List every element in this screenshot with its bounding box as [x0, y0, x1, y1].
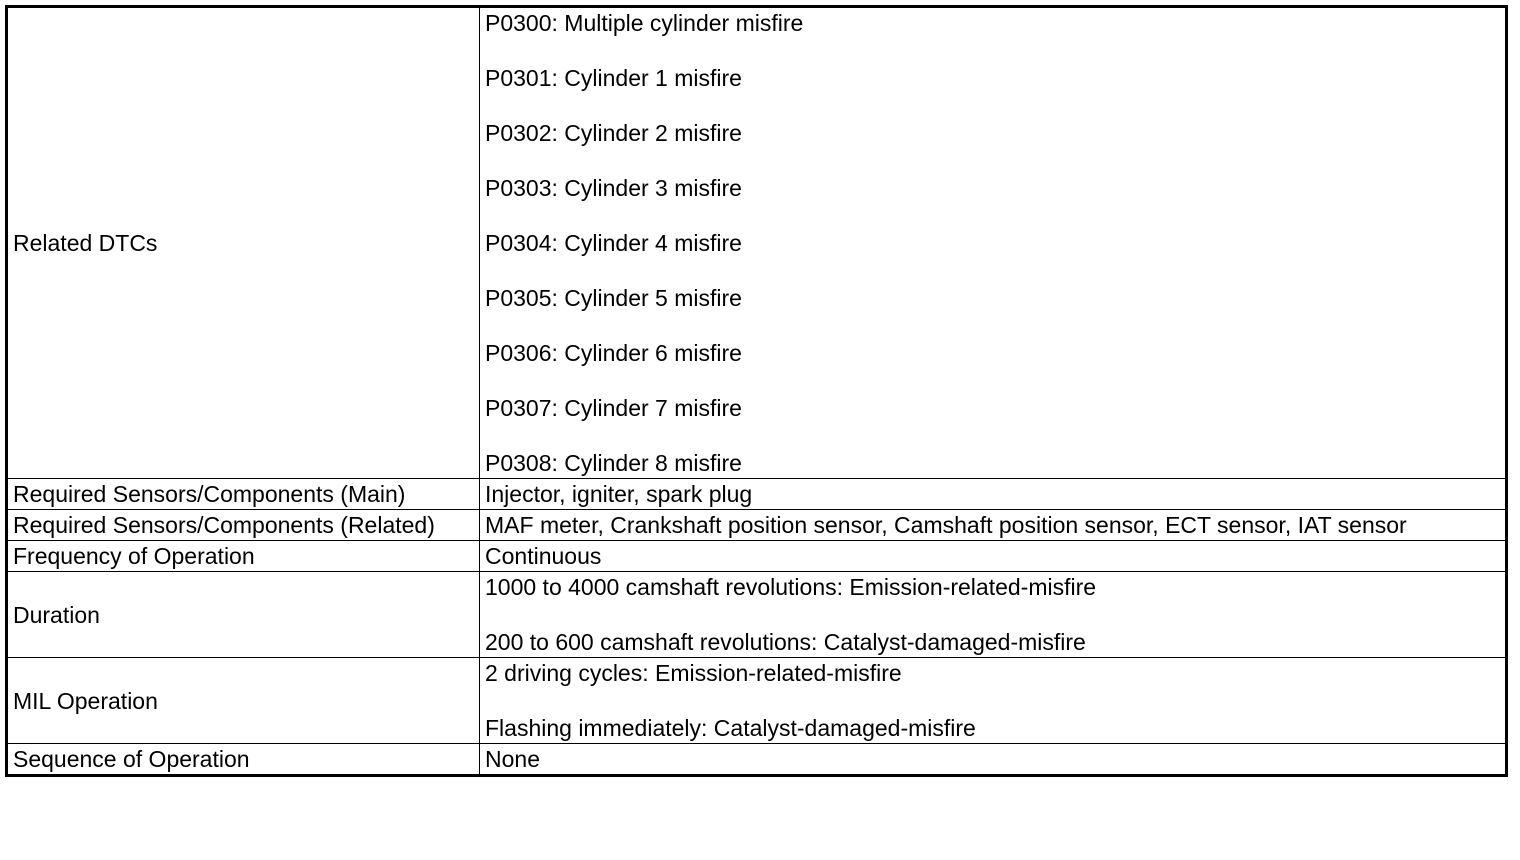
- row-mil-operation: [7, 658, 1507, 744]
- dtc-entry: P0301: Cylinder 1 misfire: [485, 65, 742, 91]
- row-value-list: [480, 7, 1507, 479]
- dtc-entry: P0304: Cylinder 4 misfire: [485, 230, 742, 256]
- duration-entry: 200 to 600 camshaft revolutions: Catalyst-damaged-misfire: [485, 629, 1086, 655]
- row-frequency: [7, 541, 1507, 572]
- row-label: Required Sensors/Components (Main): [7, 479, 480, 510]
- mil-entry: Flashing immediately: Catalyst-damaged-misfire: [485, 715, 976, 741]
- row-value-list: [480, 572, 1507, 658]
- row-required-related: [7, 510, 1507, 541]
- row-label: Duration: [7, 572, 480, 658]
- dtc-entry: P0300: Multiple cylinder misfire: [485, 10, 804, 36]
- dtc-entry: P0306: Cylinder 6 misfire: [485, 340, 742, 366]
- dtc-entry: P0303: Cylinder 3 misfire: [485, 175, 742, 201]
- row-value: Injector, igniter, spark plug: [480, 479, 1507, 510]
- row-value: None: [480, 744, 1507, 776]
- dtc-entry: P0302: Cylinder 2 misfire: [485, 120, 742, 146]
- dtc-entry: P0305: Cylinder 5 misfire: [485, 285, 742, 311]
- spec-table-body: [7, 7, 1507, 776]
- row-duration: [7, 572, 1507, 658]
- dtc-entry: P0308: Cylinder 8 misfire: [485, 450, 742, 476]
- row-label: MIL Operation: [7, 658, 480, 744]
- duration-entry: 1000 to 4000 camshaft revolutions: Emission-related-misfire: [485, 574, 1097, 600]
- row-value: Continuous: [480, 541, 1507, 572]
- row-label: Frequency of Operation: [7, 541, 480, 572]
- dtc-entry: P0307: Cylinder 7 misfire: [485, 395, 742, 421]
- row-label: Sequence of Operation: [7, 744, 480, 776]
- row-value-list: [480, 658, 1507, 744]
- mil-entry: 2 driving cycles: Emission-related-misfire: [485, 660, 902, 686]
- row-related-dtcs: [7, 7, 1507, 479]
- row-label: Required Sensors/Components (Related): [7, 510, 480, 541]
- row-value: MAF meter, Crankshaft position sensor, Camshaft position sensor, ECT sensor, IAT sensor: [480, 510, 1507, 541]
- monitor-spec-table: [5, 5, 1508, 777]
- row-sequence: [7, 744, 1507, 776]
- row-label: Related DTCs: [7, 7, 480, 479]
- row-required-main: [7, 479, 1507, 510]
